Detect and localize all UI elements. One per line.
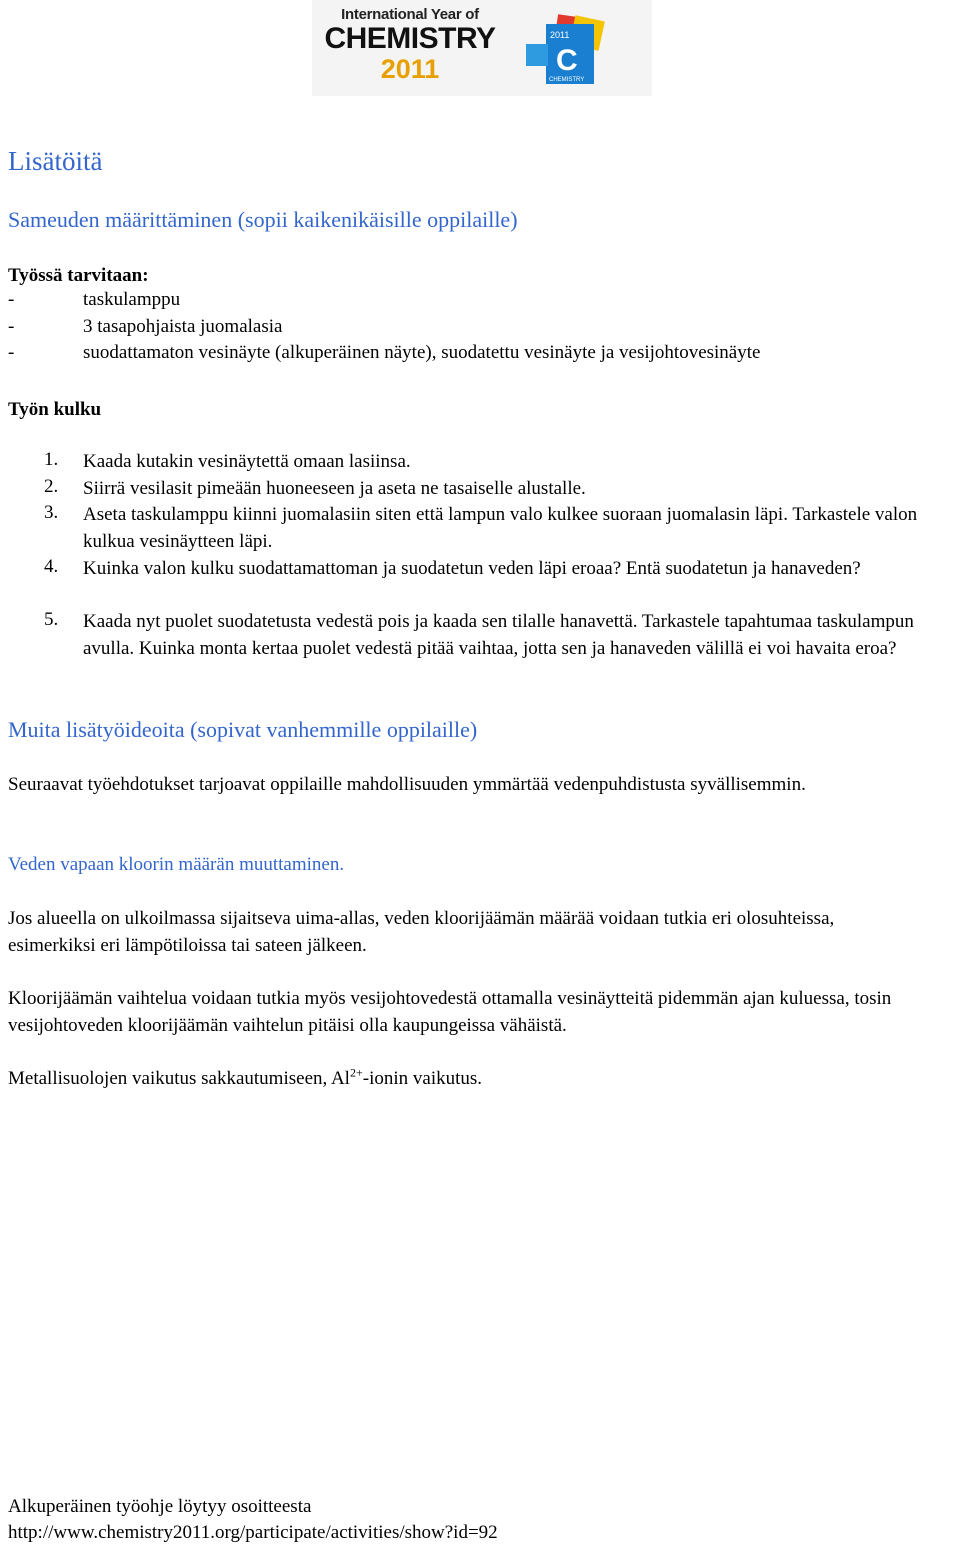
- section2-paragraph-1: Jos alueella on ulkoilmassa sijaitseva uima-allas, veden kloorijäämän määrää voidaan tutkia eri olosuhteissa, esimerkiksi eri lämpötiloissa tai sateen jälkeen.: [8, 908, 835, 956]
- procedure-label: Työn kulku: [8, 399, 102, 420]
- section1-heading: Sameuden määrittäminen (sopii kaikenikäisille oppilaille): [8, 207, 518, 232]
- section2-paragraph-3: Metallisuolojen vaikutus sakkautumiseen, $Al^{2+}$-ionin vaikutus.: [8, 1065, 483, 1089]
- section2-intro: Seuraavat työehdotukset tarjoavat oppilaille mahdollisuuden ymmärtää vedenpuhdistusta syvällisemmin.: [8, 774, 806, 795]
- svg-text:C: C: [556, 44, 578, 77]
- logo-wordmark: [320, 6, 500, 83]
- page-title: Lisätöitä: [8, 146, 103, 176]
- svg-text:2011: 2011: [550, 30, 570, 40]
- logo: [312, 0, 652, 96]
- svg-text:CHEMISTRY: CHEMISTRY: [549, 77, 585, 83]
- logo-line1: International Year of: [341, 6, 479, 23]
- section2-paragraph-2: Kloorijäämän vaihtelua voidaan tutkia myös vesijohtovedestä ottamalla vesinäytteitä pidemmän ajan kuluessa, tosin vesijohtoveden kloorijäämän vaihtelun pitäisi olla kaupungeissa vähäistä.: [8, 988, 892, 1036]
- needs-label: Työssä tarvitaan:: [8, 265, 149, 286]
- logo-line2: CHEMISTRY: [324, 22, 496, 55]
- section2-heading: Muita lisätyöideoita (sopivat vanhemmille oppilaille): [8, 717, 478, 742]
- footer-note: Alkuperäinen työohje löytyy osoitteesta: [8, 1496, 312, 1517]
- chemistry-badge-icon: [522, 14, 610, 92]
- logo-line3: 2011: [380, 54, 440, 84]
- section2-subheading: Veden vapaan kloorin määrän muuttaminen.: [8, 854, 345, 875]
- superscript-charge: 2+: [349, 1065, 363, 1080]
- footer-url-link[interactable]: http://www.chemistry2011.org/participate/activities/show?id=92: [8, 1522, 498, 1543]
